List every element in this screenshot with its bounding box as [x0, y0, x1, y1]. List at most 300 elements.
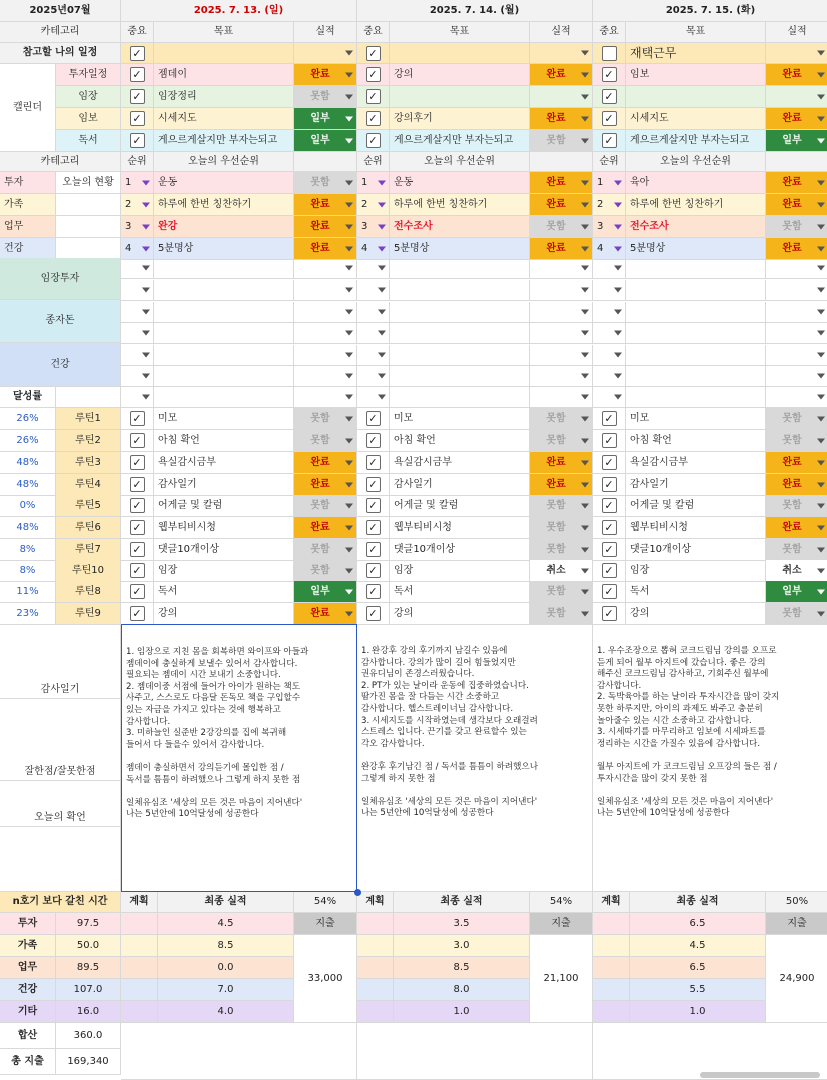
- chevron-down-icon[interactable]: [378, 288, 386, 293]
- chevron-down-icon[interactable]: [817, 224, 825, 229]
- routine-status[interactable]: [294, 539, 357, 561]
- priority-status[interactable]: [294, 238, 357, 260]
- percent-cell: [294, 892, 357, 913]
- checkbox[interactable]: ✓: [130, 455, 145, 470]
- chevron-down-icon[interactable]: [817, 503, 825, 508]
- routine-status[interactable]: [294, 560, 357, 582]
- checkbox[interactable]: ✓: [602, 606, 617, 621]
- chevron-down-icon[interactable]: [817, 353, 825, 358]
- routine-rate-text: 26%: [16, 412, 39, 424]
- chevron-down-icon[interactable]: [345, 395, 353, 400]
- checkbox[interactable]: ✓: [366, 111, 381, 126]
- routine-goal-text: 댓글10개이상: [394, 543, 456, 555]
- empty-status-cell[interactable]: [294, 323, 357, 344]
- chevron-down-icon[interactable]: [581, 266, 589, 271]
- empty-status-cell[interactable]: [530, 387, 593, 408]
- chevron-down-icon[interactable]: [581, 568, 589, 573]
- percent-cell-text: 54%: [549, 896, 573, 907]
- priority-status-text: 못함: [310, 176, 330, 188]
- chevron-down-icon[interactable]: [581, 331, 589, 336]
- chevron-down-icon[interactable]: [614, 224, 622, 229]
- routine-status[interactable]: [294, 517, 357, 539]
- checkbox[interactable]: ✓: [366, 67, 381, 82]
- empty-rank-cell[interactable]: [593, 345, 626, 366]
- chevron-down-icon[interactable]: [345, 353, 353, 358]
- empty-rank-cell[interactable]: [357, 302, 390, 323]
- priority-status[interactable]: [766, 216, 827, 238]
- chevron-down-icon[interactable]: [345, 266, 353, 271]
- calendar-status[interactable]: [530, 86, 593, 108]
- chevron-down-icon[interactable]: [345, 482, 353, 487]
- chevron-down-icon[interactable]: [378, 224, 386, 229]
- chevron-down-icon[interactable]: [345, 116, 353, 121]
- calendar-status[interactable]: [294, 108, 357, 130]
- chevron-down-icon[interactable]: [142, 353, 150, 358]
- chevron-down-icon[interactable]: [345, 416, 353, 421]
- rank-dropdown[interactable]: [121, 194, 154, 216]
- empty-goal-cell: [154, 323, 294, 344]
- chevron-down-icon[interactable]: [817, 482, 825, 487]
- chevron-down-icon[interactable]: [817, 525, 825, 530]
- checkbox[interactable]: ✓: [130, 111, 145, 126]
- empty-status-cell[interactable]: [530, 302, 593, 323]
- rank-dropdown[interactable]: [593, 194, 626, 216]
- rank-dropdown[interactable]: [121, 216, 154, 238]
- chevron-down-icon[interactable]: [817, 331, 825, 336]
- chevron-down-icon[interactable]: [142, 374, 150, 379]
- calendar-status[interactable]: [766, 86, 827, 108]
- chevron-down-icon[interactable]: [614, 374, 622, 379]
- calendar-status[interactable]: [294, 130, 357, 152]
- chevron-down-icon[interactable]: [378, 246, 386, 251]
- routine-status[interactable]: [294, 495, 357, 517]
- routine-goal-text: 댓글10개이상: [630, 543, 692, 555]
- calendar-status[interactable]: [530, 64, 593, 86]
- routine-status[interactable]: [530, 581, 593, 603]
- checkbox[interactable]: ✓: [130, 67, 145, 82]
- chevron-down-icon[interactable]: [378, 353, 386, 358]
- rank-dropdown[interactable]: [593, 216, 626, 238]
- achievement-blank: [56, 387, 121, 408]
- rank-dropdown[interactable]: [357, 172, 390, 194]
- checkbox[interactable]: ✓: [602, 498, 617, 513]
- checkbox[interactable]: ✓: [602, 411, 617, 426]
- checkbox[interactable]: ✓: [366, 520, 381, 535]
- chevron-down-icon[interactable]: [817, 568, 825, 573]
- priority-status[interactable]: [294, 194, 357, 216]
- chevron-down-icon[interactable]: [581, 460, 589, 465]
- priority-goal: [154, 194, 294, 216]
- chevron-down-icon[interactable]: [614, 310, 622, 315]
- checkbox[interactable]: ✓: [366, 455, 381, 470]
- empty-status-cell[interactable]: [294, 302, 357, 323]
- routine-status[interactable]: [766, 560, 827, 582]
- chevron-down-icon[interactable]: [817, 94, 825, 99]
- chevron-down-icon[interactable]: [378, 202, 386, 207]
- empty-rank-cell[interactable]: [357, 280, 390, 301]
- calendar-status[interactable]: [530, 108, 593, 130]
- routine-status[interactable]: [766, 452, 827, 474]
- routine-status[interactable]: [530, 517, 593, 539]
- chevron-down-icon[interactable]: [345, 547, 353, 552]
- calendar-status[interactable]: [766, 130, 827, 152]
- calendar-goal: [390, 108, 530, 130]
- chevron-down-icon[interactable]: [345, 310, 353, 315]
- chevron-down-icon[interactable]: [817, 374, 825, 379]
- empty-status-cell[interactable]: [766, 387, 827, 408]
- checkbox[interactable]: ✓: [602, 542, 617, 557]
- reference-checkbox-cell: [593, 43, 626, 64]
- chevron-down-icon[interactable]: [345, 224, 353, 229]
- chevron-down-icon[interactable]: [345, 438, 353, 443]
- chevron-down-icon[interactable]: [378, 331, 386, 336]
- checkbox[interactable]: ✓: [130, 89, 145, 104]
- routine-status[interactable]: [294, 430, 357, 452]
- priority-status[interactable]: [294, 216, 357, 238]
- checkbox[interactable]: [602, 46, 617, 61]
- checkbox[interactable]: ✓: [130, 477, 145, 492]
- chevron-down-icon[interactable]: [581, 353, 589, 358]
- chevron-down-icon[interactable]: [142, 331, 150, 336]
- routine-status[interactable]: [294, 474, 357, 496]
- priority-status[interactable]: [294, 172, 357, 194]
- chevron-down-icon[interactable]: [581, 202, 589, 207]
- checkbox[interactable]: ✓: [366, 477, 381, 492]
- chevron-down-icon[interactable]: [817, 288, 825, 293]
- empty-rank-cell[interactable]: [121, 387, 154, 408]
- plan-cell: [121, 1001, 158, 1023]
- rank-dropdown[interactable]: [121, 238, 154, 260]
- chevron-down-icon[interactable]: [614, 180, 622, 185]
- chevron-down-icon[interactable]: [817, 395, 825, 400]
- chevron-down-icon[interactable]: [581, 224, 589, 229]
- chevron-down-icon[interactable]: [345, 525, 353, 530]
- checkbox[interactable]: ✓: [130, 133, 145, 148]
- chevron-down-icon[interactable]: [345, 374, 353, 379]
- chevron-down-icon[interactable]: [581, 310, 589, 315]
- chevron-down-icon[interactable]: [614, 331, 622, 336]
- empty-status-cell[interactable]: [294, 387, 357, 408]
- journal-memo[interactable]: [121, 624, 357, 892]
- chevron-down-icon[interactable]: [614, 353, 622, 358]
- empty-status-cell[interactable]: [766, 323, 827, 344]
- selection-handle[interactable]: [354, 889, 361, 896]
- calendar-status[interactable]: [766, 64, 827, 86]
- chevron-down-icon[interactable]: [345, 138, 353, 143]
- rank-dropdown[interactable]: [357, 238, 390, 260]
- chevron-down-icon[interactable]: [817, 310, 825, 315]
- chevron-down-icon[interactable]: [581, 288, 589, 293]
- chevron-down-icon[interactable]: [142, 246, 150, 251]
- empty-rank-cell[interactable]: [593, 323, 626, 344]
- priority-status[interactable]: [766, 172, 827, 194]
- chevron-down-icon[interactable]: [581, 525, 589, 530]
- chevron-down-icon[interactable]: [817, 51, 825, 56]
- checkbox[interactable]: ✓: [130, 584, 145, 599]
- routine-status[interactable]: [294, 408, 357, 430]
- chevron-down-icon[interactable]: [581, 138, 589, 143]
- chevron-down-icon[interactable]: [345, 202, 353, 207]
- routine-status[interactable]: [294, 452, 357, 474]
- chevron-down-icon[interactable]: [817, 547, 825, 552]
- chevron-down-icon[interactable]: [345, 611, 353, 616]
- chevron-down-icon[interactable]: [817, 138, 825, 143]
- checkbox[interactable]: ✓: [602, 520, 617, 535]
- routine-checkbox-cell: [593, 603, 626, 625]
- calendar-status[interactable]: [766, 108, 827, 130]
- journal-memo-text: 1. 임장으로 지친 몸을 회복하면 와이프와 아들과 젬데이에 충실하게 보낼수 있어서 감사합니다. 필요되는 젬데이 시간 보내기 소중합니다. 2. 젬데이중 서점에 들어가 아이가 원하는 책도 사주고, 스스로도 다음달 돈독모 책을 구입할수 있는 자금을 가지고 있다는 것에 행복하고 감사합니다. 3. 미하늘인 실준반 2강강의를 집에 복귀해 들어서 다 들을수 있어서 감사합니다. 젬데이 충실하면서 강의듣기에 몰입한 점 / 독서를 틈틈이 하려했으나 그렇게 하지 못한 점 일체유심조 '세상의 모든 것은 마음이 지어낸다' 나는 5년안에 10억달성에 성공한다: [126, 647, 309, 820]
- empty-rank-cell[interactable]: [593, 258, 626, 279]
- chevron-down-icon[interactable]: [817, 246, 825, 251]
- empty-status-cell[interactable]: [530, 366, 593, 387]
- routine-status[interactable]: [766, 430, 827, 452]
- routine-status[interactable]: [294, 581, 357, 603]
- empty-status-cell[interactable]: [530, 323, 593, 344]
- chevron-down-icon[interactable]: [345, 51, 353, 56]
- priority-status[interactable]: [530, 238, 593, 260]
- chevron-down-icon[interactable]: [614, 288, 622, 293]
- empty-rank-cell[interactable]: [121, 302, 154, 323]
- checkbox[interactable]: ✓: [366, 46, 381, 61]
- chevron-down-icon[interactable]: [581, 374, 589, 379]
- chevron-down-icon[interactable]: [142, 395, 150, 400]
- chevron-down-icon[interactable]: [817, 180, 825, 185]
- chevron-down-icon[interactable]: [345, 288, 353, 293]
- chevron-down-icon[interactable]: [581, 246, 589, 251]
- routine-goal: [154, 452, 294, 474]
- checkbox[interactable]: ✓: [602, 477, 617, 492]
- checkbox[interactable]: ✓: [366, 89, 381, 104]
- reference-status[interactable]: [530, 43, 593, 64]
- chevron-down-icon[interactable]: [581, 611, 589, 616]
- chevron-down-icon[interactable]: [142, 310, 150, 315]
- final-value: [394, 913, 530, 935]
- checkbox[interactable]: ✓: [130, 563, 145, 578]
- checkbox[interactable]: ✓: [130, 520, 145, 535]
- chevron-down-icon[interactable]: [345, 568, 353, 573]
- chevron-down-icon[interactable]: [378, 266, 386, 271]
- chevron-down-icon[interactable]: [614, 395, 622, 400]
- empty-rank-cell[interactable]: [121, 366, 154, 387]
- priority-status[interactable]: [530, 194, 593, 216]
- routine-status[interactable]: [530, 560, 593, 582]
- empty-rank-cell[interactable]: [121, 345, 154, 366]
- chevron-down-icon[interactable]: [345, 589, 353, 594]
- chevron-down-icon[interactable]: [581, 416, 589, 421]
- chevron-down-icon[interactable]: [614, 202, 622, 207]
- checkbox[interactable]: ✓: [366, 498, 381, 513]
- empty-rank-cell[interactable]: [357, 387, 390, 408]
- rank-dropdown[interactable]: [593, 172, 626, 194]
- routine-status[interactable]: [530, 603, 593, 625]
- routine-status[interactable]: [766, 474, 827, 496]
- chevron-down-icon[interactable]: [345, 331, 353, 336]
- chevron-down-icon[interactable]: [817, 611, 825, 616]
- chevron-down-icon[interactable]: [345, 94, 353, 99]
- checkbox[interactable]: ✓: [130, 606, 145, 621]
- chevron-down-icon[interactable]: [142, 288, 150, 293]
- chevron-down-icon[interactable]: [817, 460, 825, 465]
- empty-rank-cell[interactable]: [121, 258, 154, 279]
- routine-status-text: 못함: [782, 434, 802, 446]
- chevron-down-icon[interactable]: [142, 224, 150, 229]
- empty-rank-cell[interactable]: [593, 280, 626, 301]
- chevron-down-icon[interactable]: [378, 395, 386, 400]
- checkbox[interactable]: ✓: [366, 133, 381, 148]
- chevron-down-icon[interactable]: [817, 438, 825, 443]
- chevron-down-icon[interactable]: [817, 72, 825, 77]
- chevron-down-icon[interactable]: [378, 310, 386, 315]
- priority-status[interactable]: [766, 194, 827, 216]
- routine-status-text: 못함: [310, 434, 330, 446]
- empty-status-cell[interactable]: [294, 345, 357, 366]
- reference-status[interactable]: [294, 43, 357, 64]
- checkbox[interactable]: ✓: [366, 433, 381, 448]
- empty-rank-cell[interactable]: [357, 345, 390, 366]
- chevron-down-icon[interactable]: [345, 460, 353, 465]
- time-category-text: 가족: [17, 939, 38, 951]
- time-value: [56, 935, 121, 957]
- chevron-down-icon[interactable]: [581, 395, 589, 400]
- priority-status[interactable]: [530, 216, 593, 238]
- empty-status-cell[interactable]: [530, 280, 593, 301]
- checkbox[interactable]: ✓: [130, 542, 145, 557]
- chevron-down-icon[interactable]: [581, 94, 589, 99]
- routine-status[interactable]: [530, 495, 593, 517]
- routine-status[interactable]: [530, 452, 593, 474]
- checkbox[interactable]: ✓: [602, 455, 617, 470]
- chevron-down-icon[interactable]: [581, 438, 589, 443]
- routine-status-text: 완료: [310, 521, 330, 533]
- checkbox[interactable]: ✓: [366, 584, 381, 599]
- chevron-down-icon[interactable]: [581, 51, 589, 56]
- empty-rank-cell[interactable]: [121, 323, 154, 344]
- checkbox[interactable]: ✓: [602, 584, 617, 599]
- checkbox[interactable]: ✓: [366, 606, 381, 621]
- priority-status[interactable]: [766, 238, 827, 260]
- chevron-down-icon[interactable]: [817, 266, 825, 271]
- chevron-down-icon[interactable]: [345, 503, 353, 508]
- calendar-goal-text: 게으르게살지만 부자는되고: [394, 134, 514, 146]
- empty-rank-cell[interactable]: [357, 323, 390, 344]
- empty-status-cell[interactable]: [766, 280, 827, 301]
- empty-status-cell[interactable]: [766, 302, 827, 323]
- checkbox[interactable]: ✓: [130, 46, 145, 61]
- empty-status-cell[interactable]: [766, 258, 827, 279]
- empty-rank-cell[interactable]: [593, 387, 626, 408]
- reference-status[interactable]: [766, 43, 827, 64]
- chevron-down-icon[interactable]: [345, 72, 353, 77]
- chevron-down-icon[interactable]: [378, 180, 386, 185]
- chevron-down-icon[interactable]: [581, 72, 589, 77]
- journal-memo[interactable]: [357, 624, 593, 892]
- chevron-down-icon[interactable]: [817, 416, 825, 421]
- chevron-down-icon[interactable]: [378, 374, 386, 379]
- checkbox[interactable]: ✓: [602, 67, 617, 82]
- achievement-label-text: 달성률: [13, 391, 42, 402]
- routine-status[interactable]: [766, 408, 827, 430]
- chevron-down-icon[interactable]: [817, 116, 825, 121]
- routine-status[interactable]: [530, 474, 593, 496]
- checkbox[interactable]: ✓: [130, 433, 145, 448]
- routine-status[interactable]: [294, 603, 357, 625]
- checkbox[interactable]: ✓: [366, 542, 381, 557]
- rank-dropdown[interactable]: [357, 216, 390, 238]
- checkbox[interactable]: ✓: [602, 133, 617, 148]
- routine-status[interactable]: [766, 603, 827, 625]
- rank-dropdown[interactable]: [593, 238, 626, 260]
- empty-status-cell[interactable]: [294, 366, 357, 387]
- routine-status[interactable]: [766, 539, 827, 561]
- chevron-down-icon[interactable]: [142, 266, 150, 271]
- empty-rank-cell[interactable]: [121, 280, 154, 301]
- calendar-status[interactable]: [294, 86, 357, 108]
- chevron-down-icon[interactable]: [817, 589, 825, 594]
- chevron-down-icon[interactable]: [581, 180, 589, 185]
- chevron-down-icon[interactable]: [142, 202, 150, 207]
- routine-status[interactable]: [530, 430, 593, 452]
- empty-status-cell[interactable]: [294, 258, 357, 279]
- chevron-down-icon[interactable]: [345, 180, 353, 185]
- routine-status[interactable]: [766, 517, 827, 539]
- chevron-down-icon[interactable]: [581, 116, 589, 121]
- horizontal-scrollbar[interactable]: [700, 1072, 820, 1078]
- checkbox[interactable]: ✓: [602, 89, 617, 104]
- calendar-checkbox-cell: [357, 108, 390, 130]
- chevron-down-icon[interactable]: [581, 547, 589, 552]
- chevron-down-icon[interactable]: [142, 180, 150, 185]
- empty-status-cell[interactable]: [294, 280, 357, 301]
- chevron-down-icon[interactable]: [581, 482, 589, 487]
- empty-rank-cell[interactable]: [357, 366, 390, 387]
- routine-status[interactable]: [530, 408, 593, 430]
- chevron-down-icon[interactable]: [614, 246, 622, 251]
- spend-value-text: 21,100: [543, 972, 579, 984]
- calendar-status[interactable]: [530, 130, 593, 152]
- chevron-down-icon[interactable]: [614, 266, 622, 271]
- priority-status[interactable]: [530, 172, 593, 194]
- empty-status-cell[interactable]: [530, 345, 593, 366]
- empty-rank-cell[interactable]: [593, 302, 626, 323]
- journal-memo-text: 1. 완강후 강의 후기까지 남길수 있음에 감사합니다. 강의가 많이 길어 힘들었지만 권유디님이 존경스러웠습니다. 2. PT가 있는 날이라 운동에 집중하였습니다. 땀가진 몸을 잘 다듬는 시간 소중하고 감사합니다. 헬스트레이너님 감사합니다. 3. 시세지도를 시작하였는데 생각보다 오래걸려 스트레스 입니다. 끈기를 갖고 완료할수 있는 각오 감사합니다. 완강후 후기남긴 점 / 독서를 틈틈이 하려했으나 그렇게 하지 못한 점 일체유심조 '세상의 모든 것은 마음이 지어낸다' 나는 5년안에 10억달성에 성공한다: [361, 646, 539, 819]
- chevron-down-icon[interactable]: [345, 246, 353, 251]
- checkbox[interactable]: ✓: [130, 498, 145, 513]
- checkbox[interactable]: ✓: [130, 411, 145, 426]
- checkbox[interactable]: ✓: [602, 563, 617, 578]
- empty-rank-cell[interactable]: [357, 258, 390, 279]
- routine-goal-text: 감사일기: [394, 478, 433, 490]
- routine-rate-text: 0%: [19, 499, 36, 511]
- empty-status-cell[interactable]: [530, 258, 593, 279]
- rank-dropdown[interactable]: [357, 194, 390, 216]
- rank-dropdown[interactable]: [121, 172, 154, 194]
- checkbox[interactable]: ✓: [602, 111, 617, 126]
- routine-status[interactable]: [766, 581, 827, 603]
- routine-status[interactable]: [766, 495, 827, 517]
- empty-status-cell[interactable]: [766, 345, 827, 366]
- empty-status-cell[interactable]: [766, 366, 827, 387]
- journal-memo[interactable]: [593, 624, 827, 892]
- chevron-down-icon[interactable]: [581, 503, 589, 508]
- checkbox[interactable]: ✓: [366, 411, 381, 426]
- routine-status[interactable]: [530, 539, 593, 561]
- chevron-down-icon[interactable]: [817, 202, 825, 207]
- empty-rank-cell[interactable]: [593, 366, 626, 387]
- checkbox[interactable]: ✓: [602, 433, 617, 448]
- calendar-status[interactable]: [294, 64, 357, 86]
- checkbox[interactable]: ✓: [366, 563, 381, 578]
- chevron-down-icon[interactable]: [581, 589, 589, 594]
